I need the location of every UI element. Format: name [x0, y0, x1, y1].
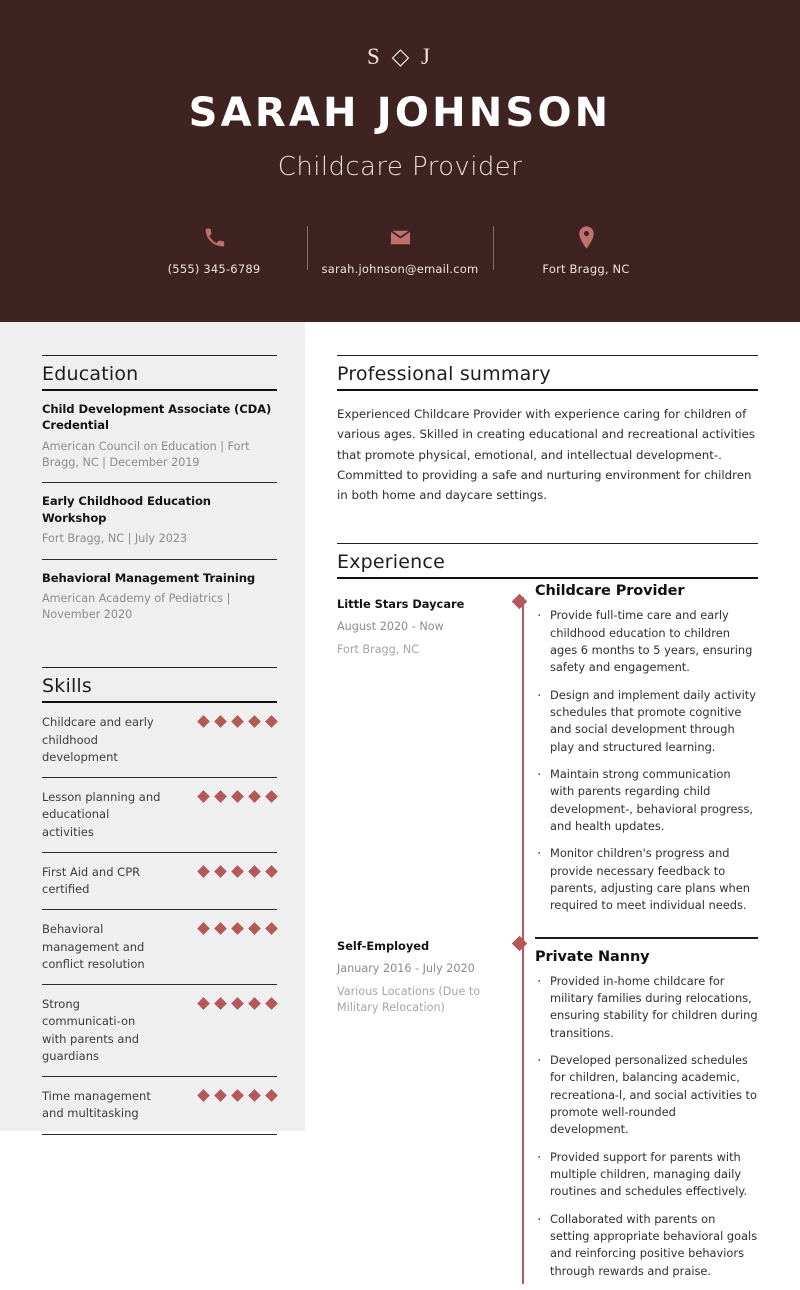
- rating-diamond-icon: [231, 865, 244, 878]
- rating-diamond-icon: [214, 923, 227, 936]
- diamond-icon: [512, 594, 528, 610]
- rating-diamond-icon: [197, 923, 210, 936]
- experience-timeline: [337, 583, 758, 1290]
- experience-location: Fort Bragg, NC: [337, 643, 420, 657]
- bullet-item: · Provided in-home childcare for military families during relocations, ensuring stability for children during transitions.: [535, 973, 758, 1042]
- experience-bullets: [535, 607, 758, 914]
- rating-diamond-icon: [248, 923, 261, 936]
- rating-diamond-icon: [248, 1089, 261, 1102]
- rating-diamond-icon: [265, 865, 278, 878]
- phone-text: (555) 345-6789: [167, 262, 261, 276]
- skill-rating: [198, 864, 277, 877]
- experience-details: [535, 583, 758, 924]
- skill-name: Childcare and early childhood development: [42, 715, 154, 764]
- education-list: [42, 391, 277, 634]
- rating-diamond-icon: [197, 716, 210, 729]
- experience-section-header: [337, 543, 758, 579]
- skill-name: Strong communicati-on with parents and guardians: [42, 997, 140, 1063]
- envelope-icon: [312, 224, 489, 250]
- experience-role: Private Nanny: [535, 948, 650, 965]
- summary-heading: Professional summary: [337, 363, 551, 385]
- education-meta: American Council on Education | Fort Bragg, NC | December 2019: [42, 439, 250, 470]
- sidebar: [0, 322, 305, 1131]
- resume-header: [0, 0, 800, 322]
- skill-rating: [198, 921, 277, 934]
- education-heading: Education: [42, 363, 139, 385]
- experience-company: Self-Employed: [337, 938, 430, 953]
- experience-role: Childcare Provider: [535, 583, 685, 600]
- rating-diamond-icon: [265, 923, 278, 936]
- rating-diamond-icon: [265, 997, 278, 1010]
- rating-diamond-icon: [265, 716, 278, 729]
- diamond-icon: [512, 935, 528, 951]
- rating-diamond-icon: [231, 923, 244, 936]
- education-section-header: [42, 355, 277, 391]
- rating-diamond-icon: [265, 1089, 278, 1102]
- experience-heading: Experience: [337, 551, 445, 574]
- experience-entry: [337, 925, 758, 1290]
- main-column: [305, 322, 800, 1278]
- experience-entry: [337, 583, 758, 924]
- rating-diamond-icon: [231, 997, 244, 1010]
- contact-phone[interactable]: [122, 224, 307, 276]
- rating-diamond-icon: [197, 865, 210, 878]
- education-item: [42, 391, 277, 483]
- skills-section-header: [42, 667, 277, 703]
- skill-name: First Aid and CPR certified: [42, 864, 141, 897]
- rating-diamond-icon: [248, 865, 261, 878]
- rating-diamond-icon: [214, 997, 227, 1010]
- skill-item: [42, 985, 277, 1077]
- bullet-item: · Monitor children's progress and provide necessary feedback to parents, adjusting care plans when required to meet individual needs.: [535, 845, 758, 914]
- candidate-job-title: Childcare Provider: [277, 152, 523, 182]
- contact-email[interactable]: [308, 224, 493, 276]
- education-meta: Fort Bragg, NC | July 2023: [42, 532, 188, 546]
- bullet-item: · Provided support for parents with multiple children, managing daily routines and schedules effectively.: [535, 1149, 758, 1201]
- skill-rating: [198, 714, 277, 727]
- skill-item: [42, 703, 277, 778]
- experience-location: Various Locations (Due to Military Relocation): [337, 984, 481, 1015]
- education-title: Early Childhood Education Workshop: [42, 494, 211, 525]
- experience-meta: [337, 583, 509, 659]
- education-item: [42, 483, 277, 559]
- rating-diamond-icon: [214, 790, 227, 803]
- skill-item: [42, 778, 277, 853]
- location-text: Fort Bragg, NC: [542, 262, 630, 276]
- skill-name: Lesson planning and educational activities: [42, 790, 161, 839]
- skill-rating: [198, 1088, 277, 1101]
- bullet-item: · Provide full-time care and early childhood education to children ages 6 months to 5 years, ensuring safety and engagement.: [535, 607, 758, 676]
- rating-diamond-icon: [197, 790, 210, 803]
- rating-diamond-icon: [248, 790, 261, 803]
- rating-diamond-icon: [214, 865, 227, 878]
- rating-diamond-icon: [231, 1089, 244, 1102]
- education-meta: American Academy of Pediatrics | November 2020: [42, 591, 231, 622]
- skill-item: [42, 910, 277, 985]
- skill-name: Behavioral management and conflict resolution: [42, 922, 145, 971]
- rating-diamond-icon: [197, 1089, 210, 1102]
- bullet-item: · Maintain strong communication with parents regarding child development-, behavioral progress, and health updates.: [535, 766, 758, 835]
- candidate-name: SARAH JOHNSON: [188, 90, 612, 136]
- rating-diamond-icon: [248, 997, 261, 1010]
- bullet-item: · Design and implement daily activity schedules that promote cognitive and social development through play and structured learning.: [535, 687, 758, 756]
- experience-bullets: [535, 973, 758, 1280]
- skill-rating: [198, 996, 277, 1009]
- contact-bar: [0, 224, 800, 276]
- skills-heading: Skills: [42, 675, 92, 698]
- phone-icon: [126, 224, 303, 250]
- monogram: S ◇ J: [367, 44, 433, 69]
- skills-list: [42, 703, 277, 1134]
- skill-item: [42, 1077, 277, 1135]
- education-item: [42, 560, 277, 635]
- experience-dates: January 2016 - July 2020: [337, 961, 475, 975]
- experience-details: [535, 937, 758, 1290]
- contact-location[interactable]: [494, 224, 679, 276]
- experience-meta: [337, 925, 509, 1018]
- education-title: Child Development Associate (CDA) Credential: [42, 402, 272, 433]
- education-title: Behavioral Management Training: [42, 570, 256, 585]
- skill-name: Time management and multitasking: [42, 1089, 151, 1121]
- bullet-item: · Collaborated with parents on setting appropriate behavioral goals and reinforcing positive behaviors through rewards and praise.: [535, 1211, 758, 1280]
- rating-diamond-icon: [248, 716, 261, 729]
- summary-section-header: [337, 355, 758, 391]
- summary-text: Experienced Childcare Provider with experience caring for children of various ages. Skilled in creating educational and recreational activities that promote physical, emotional, and intellectual development-. Committed to providing a safe and nurturing environment for children in both home and daycare settings.: [337, 407, 756, 503]
- rating-diamond-icon: [214, 1089, 227, 1102]
- rating-diamond-icon: [231, 716, 244, 729]
- skill-rating: [198, 789, 277, 802]
- email-text: sarah.johnson@email.com: [321, 262, 479, 276]
- rating-diamond-icon: [231, 790, 244, 803]
- experience-dates: August 2020 - Now: [337, 620, 444, 634]
- experience-company: Little Stars Daycare: [337, 597, 465, 612]
- rating-diamond-icon: [197, 997, 210, 1010]
- rating-diamond-icon: [265, 790, 278, 803]
- location-pin-icon: [498, 224, 675, 250]
- rating-diamond-icon: [214, 716, 227, 729]
- skill-item: [42, 853, 277, 911]
- bullet-item: · Developed personalized schedules for children, balancing academic, recreationa-l, and social activities to promote well-rounded development.: [535, 1052, 758, 1139]
